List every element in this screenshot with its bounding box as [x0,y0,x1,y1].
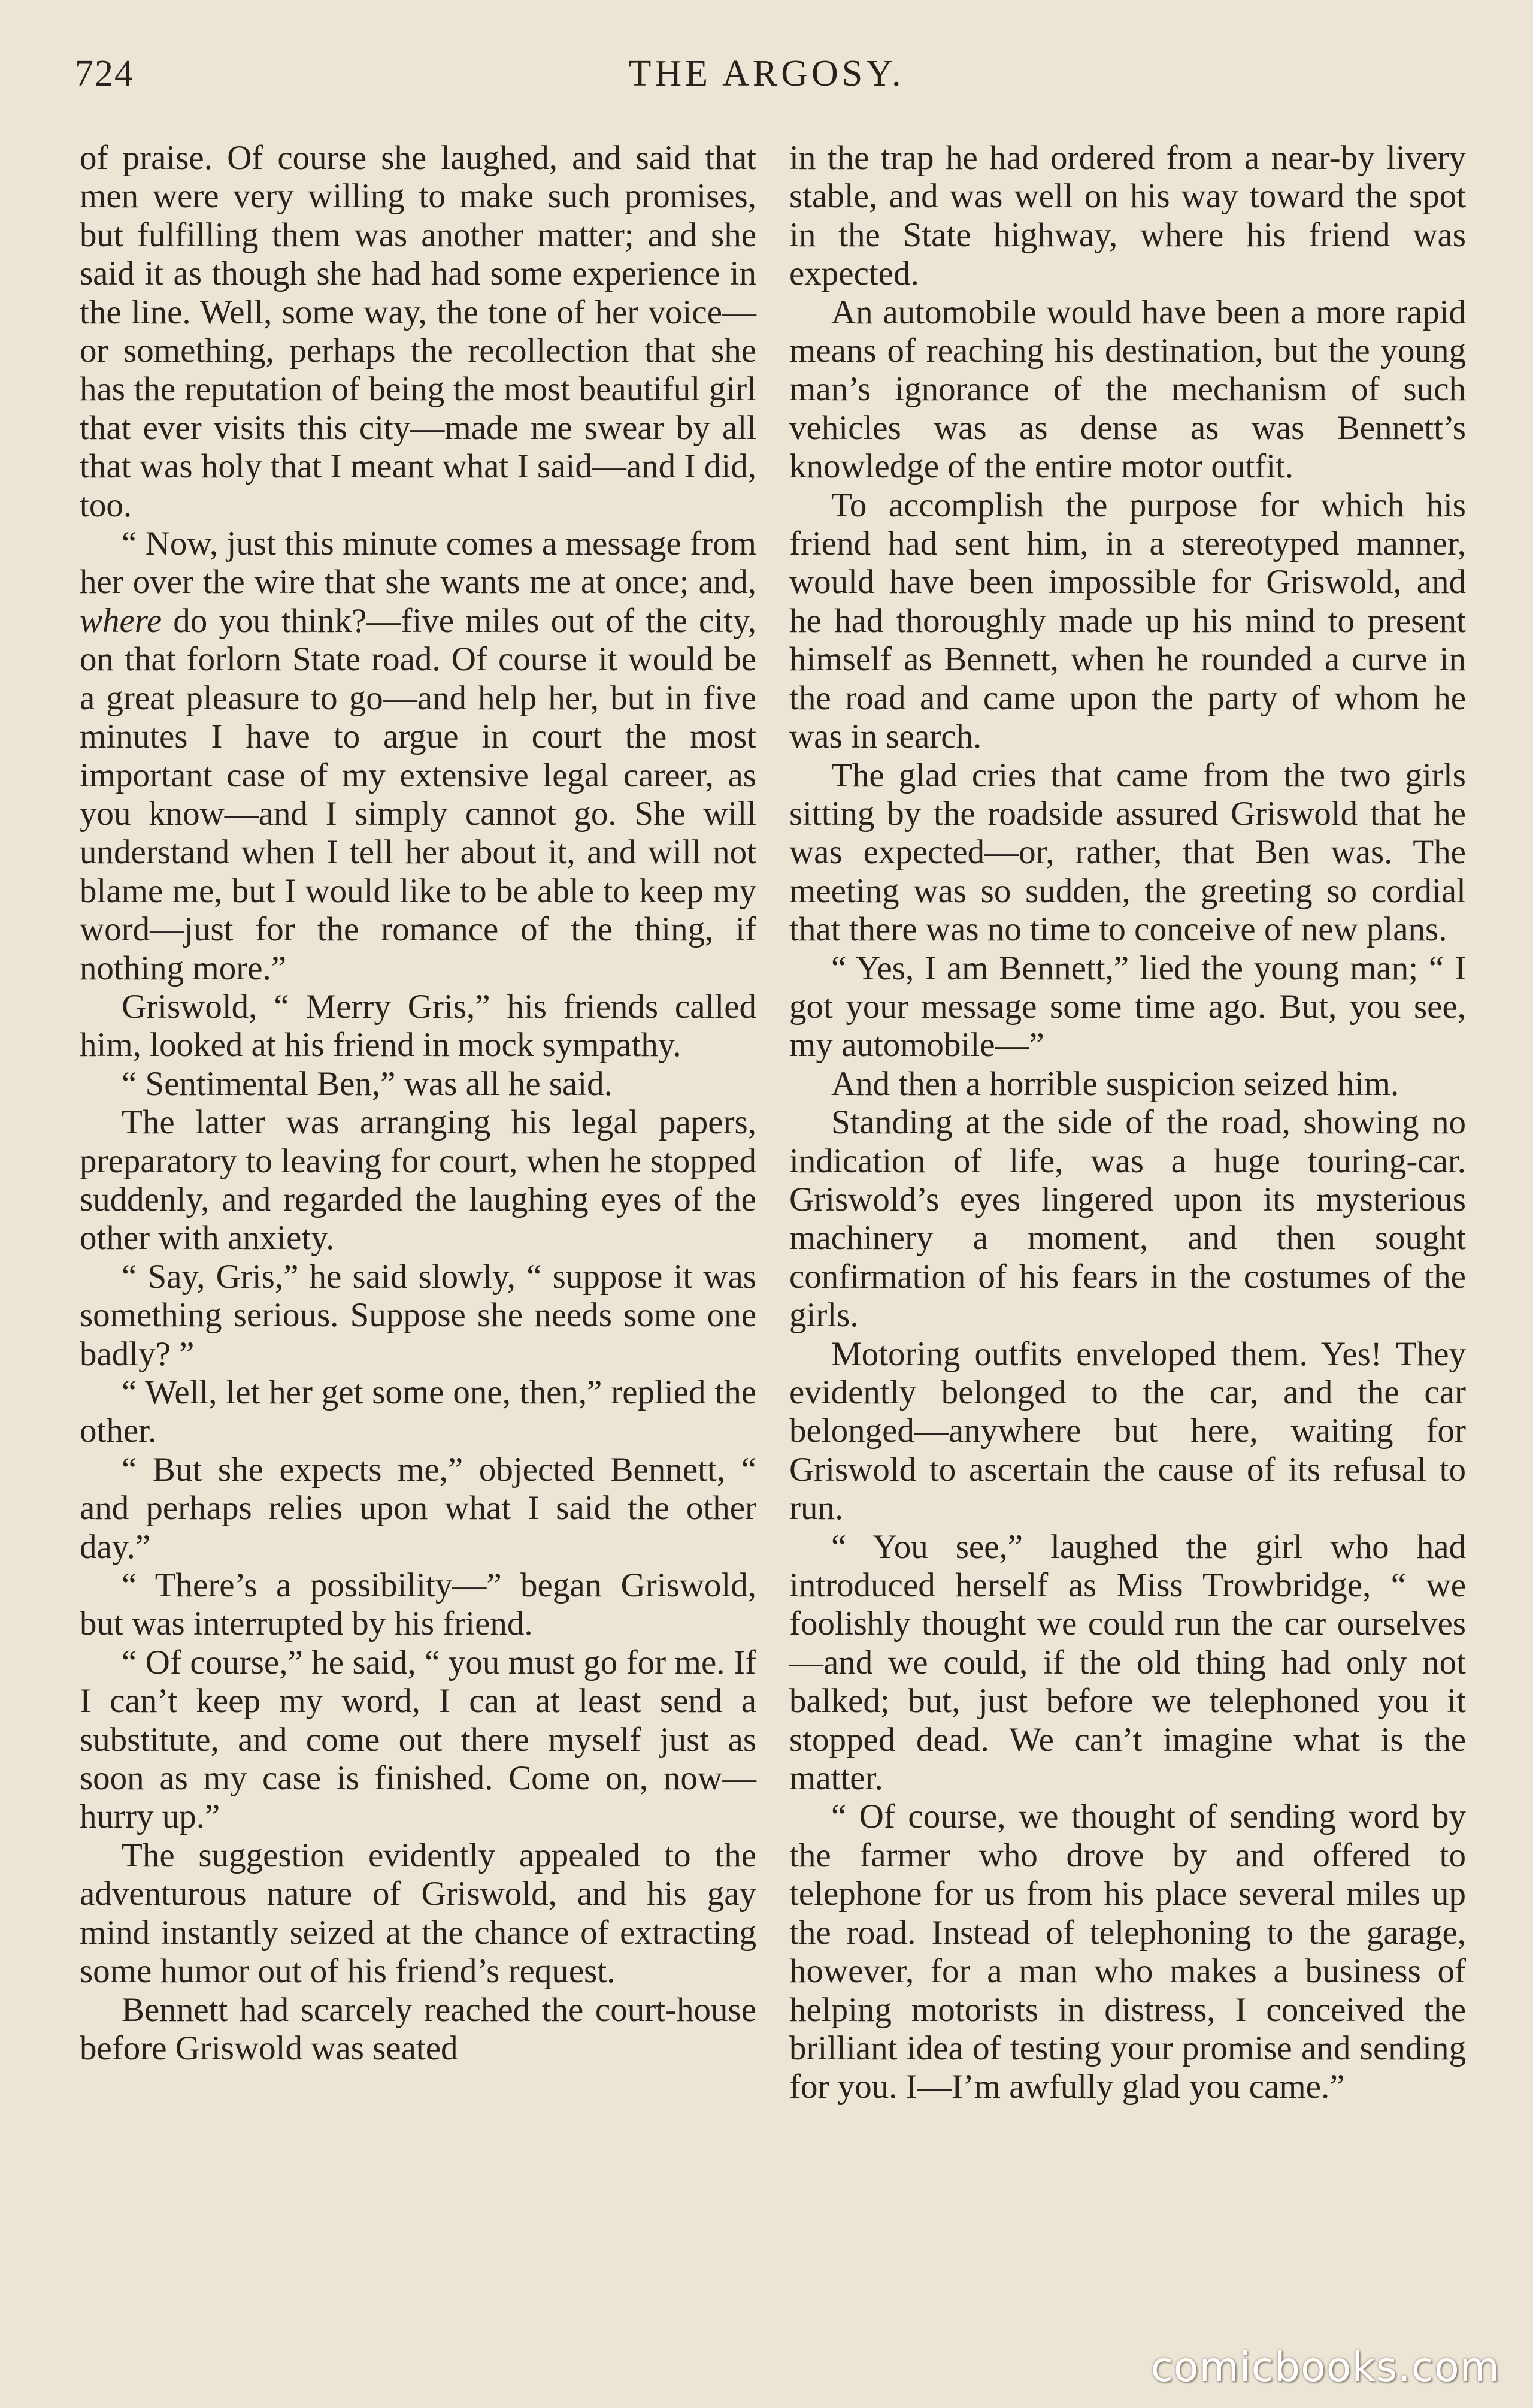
paragraph: “ Say, Gris,” he said slowly, “ suppose it was something serious. Suppose she needs some one badly? ” [80,1257,756,1373]
page-header [75,53,1458,107]
paragraph: “ There’s a possibility—” began Griswold, but was interrupted by his friend. [80,1566,756,1643]
left-column [80,139,756,2068]
paragraph: Bennett had scarcely reached the court-house before Griswold was seated [80,1990,756,2067]
paragraph: “ Now, just this minute comes a message from her over the wire that she wants me at once; and, where do you think?—five miles out of the city, on that forlorn State road. Of course it would be a great pleasure to go—and help her, but in five minutes I have to argue in court the most important case of my extensive legal career, as you know—and I simply cannot go. She will understand when I tell her about it, and will not blame me, but I would like to be able to keep my word—just for the romance of the thing, if nothing more.” [80,525,756,987]
paragraph: Standing at the side of the road, showing no indication of life, was a huge touring-car. Griswold’s eyes lingered upon its mysterious machinery a moment, and then sought confirmation of his fears in the costumes of the girls. [789,1103,1466,1335]
paragraph: The glad cries that came from the two girls sitting by the roadside assured Griswold that he was expected—or, rather, that Ben was. The meeting was so sudden, the greeting so cordial that there was no time to conceive of new plans. [789,756,1466,949]
paragraph: “ Of course,” he said, “ you must go for me. If I can’t keep my word, I can at least send a substitute, and come out there myself just as soon as my case is finished. Come on, now—hurry up.” [80,1643,756,1836]
paragraph: “ Of course, we thought of sending word by the farmer who drove by and offered to telephone for us from his place several miles up the road. Instead of telephoning to the garage, however, for a man who makes a business of helping motorists in distress, I conceived the brilliant idea of testing your promise and sending for you. I—I’m awfully glad you came.” [789,1798,1466,2106]
paragraph: And then a horrible suspicion seized him. [831,1064,1399,1103]
paragraph: Griswold, “ Merry Gris,” his friends called him, looked at his friend in mock sympathy. [80,987,756,1064]
emphasis: where [80,601,162,640]
watermark: comicbooks.com [1150,2344,1500,2391]
paragraph: Motoring outfits enveloped them. Yes! They evidently belonged to the car, and the car belonged—anywhere but here, waiting for Griswold to ascertain the cause of its refusal to run. [789,1335,1466,1527]
paragraph: An automobile would have been a more rapid means of reaching his destination, but the young man’s ignorance of the mechanism of such vehicles was as dense as was Bennett’s knowledge of the entire motor outfit. [789,293,1466,486]
right-column [789,139,1466,2107]
paragraph: “ Yes, I am Bennett,” lied the young man; “ I got your message some time ago. But, you see, my automobile—” [789,949,1466,1064]
running-head: THE ARGOSY. [628,53,905,94]
paragraph: To accomplish the purpose for which his friend had sent him, in a stereotyped manner, would have been impossible for Griswold, and he had thoroughly made up his mind to present himself as Bennett, when he rounded a curve in the road and came upon the party of whom he was in search. [789,486,1466,756]
paragraph: “ You see,” laughed the girl who had introduced herself as Miss Trowbridge, “ we foolishly thought we could run the car ourselves—and we could, if the old thing had only not balked; but, just before we telephoned you it stopped dead. We can’t imagine what is the matter. [789,1527,1466,1798]
paragraph: The latter was arranging his legal papers, preparatory to leaving for court, when he stopped suddenly, and regarded the laughing eyes of the other with anxiety. [80,1103,756,1257]
paragraph: of praise. Of course she laughed, and said that men were very willing to make such promises, but fulfilling them was another matter; and she said it as though she had had some experience in the line. Well, some way, the tone of her voice—or something, perhaps the recollection that she has the reputation of being the most beautiful girl that ever visits this city—made me swear by all that was holy that I meant what I said—and I did, too. [80,139,756,524]
paragraph: “ Sentimental Ben,” was all he said. [122,1064,613,1103]
page-number: 724 [75,53,134,94]
paragraph: The suggestion evidently appealed to the adventurous nature of Griswold, and his gay mind instantly seized at the chance of extracting some humor out of his friend’s request. [80,1836,756,1990]
paragraph: “ Well, let her get some one, then,” replied the other. [80,1374,756,1450]
paragraph: in the trap he had ordered from a near-by livery stable, and was well on his way toward the spot in the State highway, where his friend was expected. [789,139,1466,293]
paragraph: “ But she expects me,” objected Bennett, “ and perhaps relies upon what I said the other day.” [80,1450,756,1566]
